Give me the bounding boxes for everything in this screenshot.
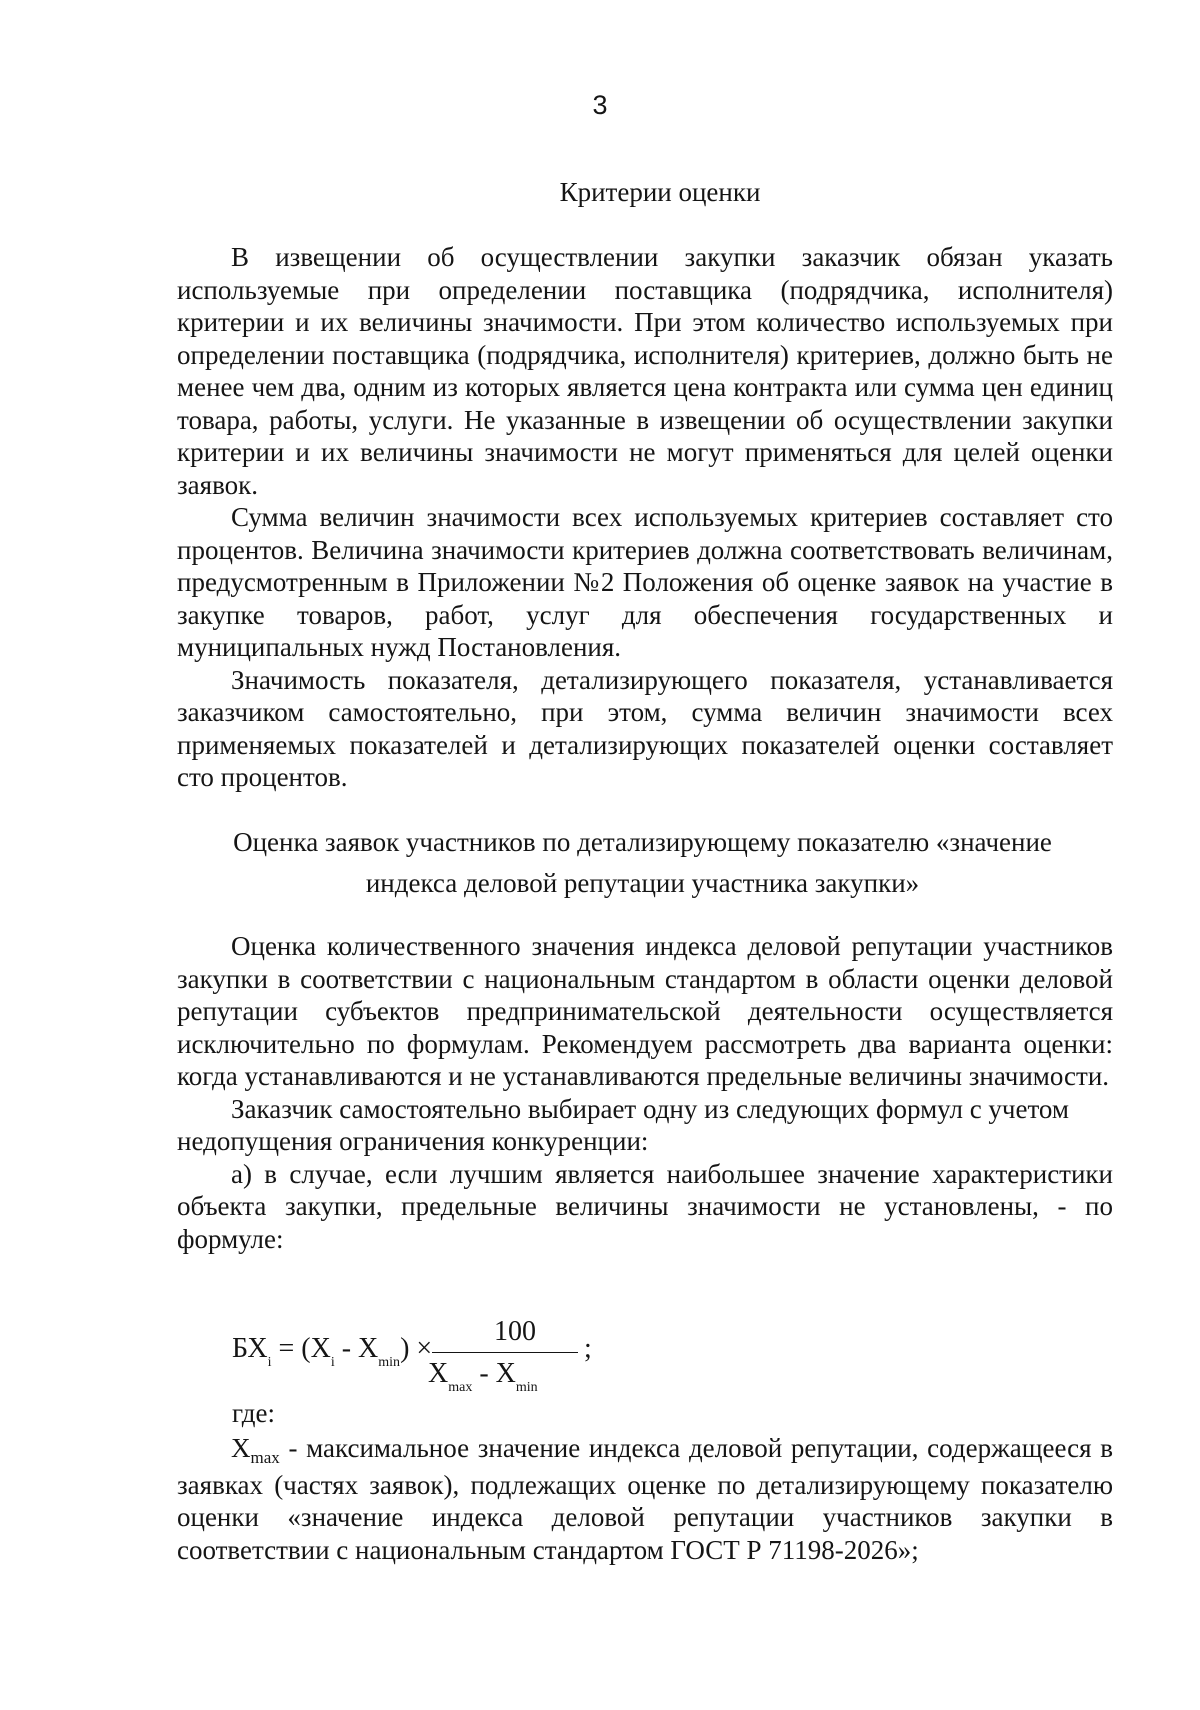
xmax-text: - максимальное значение индекса деловой репутации, содержащееся в заявках (частях заявок), подлежащих оценке по детализирующему показателю оценки «значение индекса деловой репутации участников закупки в соответствии с национальным стандартом ГОСТ Р 71198-2026»; xyxy=(177,1433,1113,1565)
where-label: где: xyxy=(232,1398,275,1428)
paragraph: Сумма величин значимости всех используемых критериев составляет сто процентов. Величина значимости критериев должна соответствовать величинам, предусмотренным в Приложении №2 Положения об оценке заявок на участие в закупке товаров, работ, услуг для обеспечения государственных и муниципальных нужд Постановления. xyxy=(177,502,1113,662)
formula-sub: i xyxy=(330,1355,335,1370)
page-number: 3 xyxy=(592,90,608,120)
section-reputation-body xyxy=(177,930,1113,1255)
formula-bx xyxy=(232,1316,592,1396)
fraction-bar xyxy=(432,1352,578,1353)
paragraph: Значимость показателя, детализирующего показателя, устанавливается заказчиком самостоятельно, при этом, сумма величин значимости всех применяемых показателей и детализирующих показателей оценки составляет сто процентов. xyxy=(177,664,1113,792)
paragraph: Заказчик самостоятельно выбирает одну из следующих формул с учетом недопущения ограничения конкуренции: xyxy=(177,1093,1070,1156)
paragraph: Оценка количественного значения индекса деловой репутации участников закупки в соответствии с национальным стандартом в области оценки деловой репутации субъектов предпринимательской деятельности осуществляется исключительно по формулам. Рекомендуем рассмотреть два варианта оценки: когда устанавливаются и не устанавливаются предельные величины значимости. xyxy=(177,931,1113,1091)
formula-sub: i xyxy=(267,1355,272,1370)
xmax-subscript: max xyxy=(250,1448,280,1467)
formula-text: - X xyxy=(334,1333,379,1364)
xmax-symbol: X xyxy=(231,1433,251,1463)
formula-left-side xyxy=(232,1333,433,1370)
section-heading-criteria: Критерии оценки xyxy=(559,177,761,207)
formula-sub: min xyxy=(515,1380,538,1395)
paragraph: а) в случае, если лучшим является наибольшее значение характеристики объекта закупки, предельные величины значимости не установлены, - по формуле: xyxy=(177,1158,1113,1254)
formula-bx-symbol: БХ xyxy=(232,1333,268,1364)
paragraph xyxy=(177,1432,1113,1566)
formula-sub: min xyxy=(378,1355,401,1370)
paragraph: В извещении об осуществлении закупки заказчик обязан указать используемые при определении поставщика (подрядчика, исполнителя) критерии и их величины значимости. При этом количество используемых при определении поставщика (подрядчика, исполнителя) критериев, должно быть не менее чем два, одним из которых является цена контракта или сумма цен единиц товара, работы, услуги. Не указанные в извещении об осуществлении закупки критерии и их величины значимости не могут применяться для целей оценки заявок. xyxy=(177,242,1113,500)
formula-text: - X xyxy=(472,1358,516,1389)
formula-denominator xyxy=(428,1358,538,1395)
formula-sub: max xyxy=(448,1380,473,1395)
formula-text: ) × xyxy=(400,1333,433,1364)
formula-numerator: 100 xyxy=(494,1316,536,1347)
section-criteria-body xyxy=(177,241,1113,794)
formula-text: = (X xyxy=(271,1333,331,1364)
formula-text: X xyxy=(428,1358,449,1389)
section-heading-reputation: Оценка заявок участников по детализирующему показателю «значение индекса деловой репутации участника закупки» xyxy=(233,827,1052,898)
xmax-definition xyxy=(177,1432,1113,1566)
formula-semicolon: ; xyxy=(584,1333,592,1364)
